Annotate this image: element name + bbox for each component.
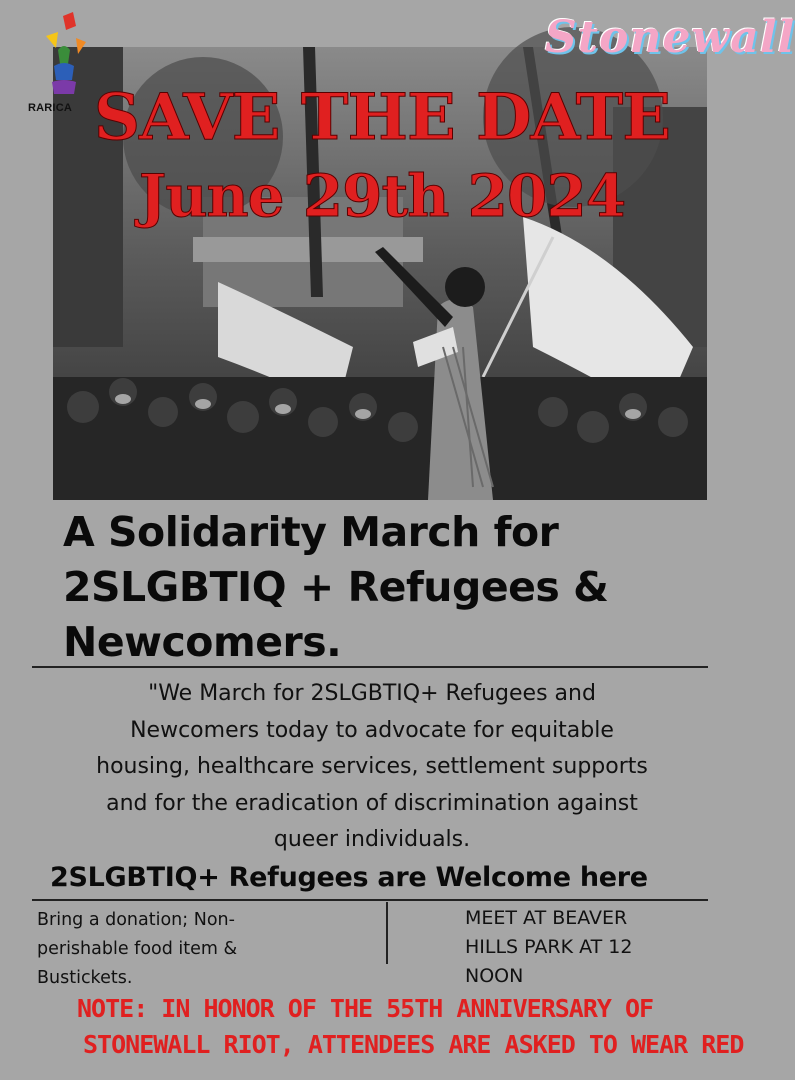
march-title-line: A Solidarity March for: [63, 508, 559, 556]
divider-middle: [32, 899, 708, 901]
meeting-info: [465, 904, 685, 991]
quote-line: "We March for 2SLGBTIQ+ Refugees and: [148, 681, 596, 706]
donation-line: Bustickets.: [37, 968, 133, 988]
welcome-heading: 2SLGBTIQ+ Refugees are Welcome here: [50, 862, 648, 893]
donation-line: Bring a donation; Non-: [37, 910, 235, 930]
meeting-line: MEET AT BEAVER: [465, 907, 628, 929]
meeting-line: NOON: [465, 965, 524, 987]
event-date-heading: June 29th 2024: [138, 162, 626, 230]
march-title-line: 2SLGBTIQ + Refugees &: [63, 563, 609, 611]
quote-line: and for the eradication of discrimination against: [106, 790, 638, 816]
column-divider: [386, 902, 388, 964]
march-title: [63, 505, 723, 670]
divider-top: [32, 666, 708, 668]
wear-red-note-line: NOTE: IN HONOR OF THE 55TH ANNIVERSARY OF: [77, 994, 654, 1023]
meeting-line: HILLS PARK AT 12: [465, 936, 633, 958]
stonewall-logo: [545, 8, 795, 74]
save-the-date-heading: SAVE THE DATE: [93, 80, 671, 155]
stonewall-wordmark: Stonewall: [545, 12, 795, 63]
quote-line: housing, healthcare services, settlement supports: [96, 754, 648, 779]
rarica-logo-text: RARICA: [28, 102, 72, 114]
march-title-line: Newcomers.: [63, 618, 342, 666]
quote-line: queer individuals.: [273, 827, 471, 852]
donation-info: [37, 906, 277, 993]
mission-quote: [62, 676, 682, 859]
wear-red-note-line: STONEWALL RIOT, ATTENDEES ARE ASKED TO WEAR RED: [83, 1030, 744, 1059]
quote-line: Newcomers today to advocate for equitable: [130, 717, 614, 743]
donation-line: perishable food item &: [37, 939, 238, 959]
